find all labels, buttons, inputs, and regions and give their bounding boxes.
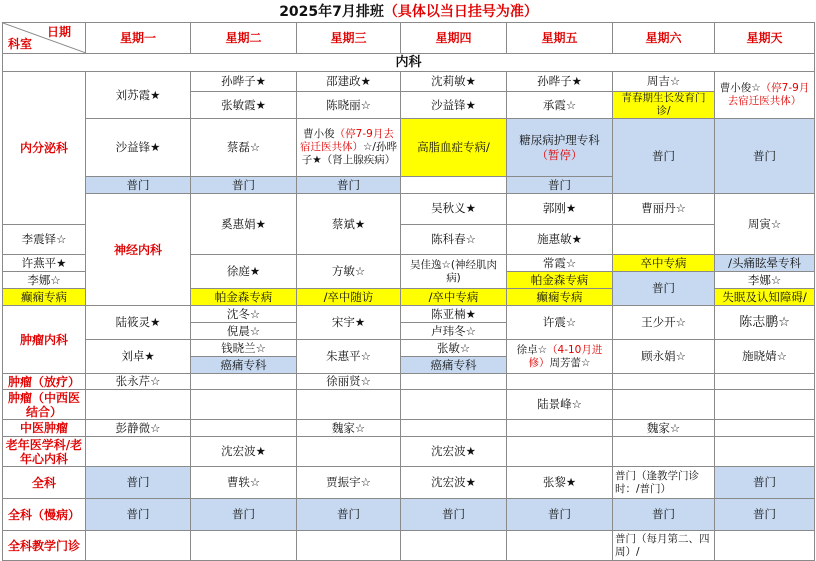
schedule-cell: /卒中随访: [297, 289, 401, 306]
schedule-cell: 帕金森专病: [191, 289, 297, 306]
schedule-cell: [401, 420, 507, 437]
corner-dept-label: 科室: [8, 37, 33, 51]
schedule-cell: 施惠敏★: [507, 224, 613, 255]
schedule-cell: 张黎★: [507, 467, 613, 499]
schedule-cell: 常霞☆: [507, 255, 613, 272]
dept-label: 内分泌科: [3, 72, 86, 225]
schedule-cell: [86, 531, 191, 561]
schedule-cell: 朱惠平☆: [297, 340, 401, 374]
schedule-cell: [507, 531, 613, 561]
schedule-cell: 陈科春☆: [401, 224, 507, 255]
header-day: 星期天: [715, 23, 815, 54]
schedule-cell: 普门: [715, 467, 815, 499]
doctor-name: 曹小俊: [303, 128, 335, 140]
doctor-name: 徐卓☆: [516, 343, 548, 356]
schedule-cell: 普门: [715, 119, 815, 194]
schedule-cell: [401, 374, 507, 390]
schedule-cell: 邵建政★: [297, 72, 401, 92]
schedule-cell: 普门: [613, 272, 715, 306]
schedule-cell: 曹轶☆: [191, 467, 297, 499]
schedule-cell: /卒中专病: [401, 289, 507, 306]
schedule-cell: 周寅☆: [715, 194, 815, 255]
schedule-cell: 陆景峰☆: [507, 390, 613, 420]
schedule-cell: 失眠及认知障碍/: [715, 289, 815, 306]
schedule-cell: 徐庭★: [191, 255, 297, 289]
dept-label: 老年医学科/老年心内科: [3, 437, 86, 467]
doctor-name: 曹小俊☆: [719, 82, 761, 94]
schedule-cell: 癌痛专科: [191, 357, 297, 374]
schedule-cell: 周吉☆: [613, 72, 715, 92]
doctor-name: 周芳蕾☆: [549, 356, 591, 369]
schedule-cell: 魏家☆: [613, 420, 715, 437]
schedule-cell: 张敏霞★: [191, 92, 297, 119]
schedule-cell: [507, 420, 613, 437]
schedule-cell: [86, 437, 191, 467]
schedule-cell: 李娜☆: [3, 272, 86, 289]
schedule-cell: 许燕平★: [3, 255, 86, 272]
schedule-cell: 青春期生长发育门诊/: [613, 92, 715, 119]
dept-label: 肿瘤内科: [3, 306, 86, 374]
schedule-cell: 许震☆: [507, 306, 613, 340]
title-main: 2025年7月排班: [279, 4, 384, 20]
schedule-cell: /头痛眩晕专科: [715, 255, 815, 272]
note-text: （暂停）: [536, 147, 583, 162]
schedule-cell: 卒中专病: [613, 255, 715, 272]
schedule-cell: 承霞☆: [507, 92, 613, 119]
schedule-cell: [715, 72, 815, 119]
schedule-cell: 沈宏波★: [401, 437, 507, 467]
schedule-table: [2, 3, 815, 561]
schedule-cell: 普门（逢教学门诊时：/普门）: [613, 467, 715, 499]
schedule-cell: [507, 340, 613, 374]
schedule-cell: [297, 437, 401, 467]
schedule-cell: 沈莉敏★: [401, 72, 507, 92]
schedule-cell: 蔡斌★: [297, 194, 401, 255]
corner-cell: [3, 23, 86, 54]
schedule-cell: [86, 390, 191, 420]
schedule-cell: 癫痫专病: [507, 289, 613, 306]
schedule-cell: 曹丽丹☆: [613, 194, 715, 225]
schedule-cell: 普门: [507, 177, 613, 194]
schedule-cell: 普门: [401, 499, 507, 531]
schedule-cell: 郭刚★: [507, 194, 613, 225]
schedule-cell: 钱晓兰☆: [191, 340, 297, 357]
schedule-cell: [297, 531, 401, 561]
schedule-cell: 卢玮冬☆: [401, 323, 507, 340]
schedule-cell: 张敏☆: [401, 340, 507, 357]
schedule-cell: [715, 374, 815, 390]
schedule-cell: 沈宏波★: [191, 437, 297, 467]
page-title: [3, 3, 815, 23]
schedule-cell: 吴佳逸☆(神经肌肉病): [401, 255, 507, 289]
note-text: （停7-9月去宿迁医共体）: [300, 128, 394, 153]
schedule-cell: 魏家☆: [297, 420, 401, 437]
schedule-cell: 陆筱灵★: [86, 306, 191, 340]
schedule-cell: 普门: [613, 119, 715, 194]
schedule-cell: 普门: [86, 499, 191, 531]
schedule-cell: 蔡磊☆: [191, 119, 297, 177]
schedule-cell: 普门（每月第二、四周）/: [613, 531, 715, 561]
clinic-name: 糖尿病护理专科: [519, 132, 600, 147]
schedule-cell: 普门: [297, 499, 401, 531]
schedule-cell: 刘卓★: [86, 340, 191, 374]
schedule-cell: [507, 119, 613, 177]
schedule-cell: 王少开☆: [613, 306, 715, 340]
schedule-cell: [507, 374, 613, 390]
header-day: 星期五: [507, 23, 613, 54]
schedule-cell: 贾振宇☆: [297, 467, 401, 499]
header-day: 星期二: [191, 23, 297, 54]
schedule-cell: 彭静微☆: [86, 420, 191, 437]
schedule-cell: [715, 420, 815, 437]
schedule-cell: 刘苏霞★: [86, 72, 191, 119]
schedule-cell: 吴秋义★: [401, 194, 507, 225]
schedule-cell: 帕金森专病: [507, 272, 613, 289]
schedule-cell: [297, 390, 401, 420]
schedule-cell: [715, 531, 815, 561]
schedule-cell: [191, 420, 297, 437]
header-row: [3, 23, 815, 54]
schedule-cell: [401, 390, 507, 420]
header-day: 星期六: [613, 23, 715, 54]
schedule-cell: 宋宇★: [297, 306, 401, 340]
header-day: 星期一: [86, 23, 191, 54]
dept-label: 中医肿瘤: [3, 420, 86, 437]
schedule-cell: [191, 390, 297, 420]
schedule-cell: 陈晓丽☆: [297, 92, 401, 119]
header-day: 星期三: [297, 23, 401, 54]
dept-label: 全科教学门诊: [3, 531, 86, 561]
schedule-cell: 普门: [507, 499, 613, 531]
schedule-cell: 孙晔子★: [507, 72, 613, 92]
header-day: 星期四: [401, 23, 507, 54]
schedule-cell: 普门: [191, 177, 297, 194]
schedule-cell: 奚惠娟★: [191, 194, 297, 255]
schedule-cell: 施晓婧☆: [715, 340, 815, 374]
schedule-cell: 张永芹☆: [86, 374, 191, 390]
dept-label: 肿瘤（放疗）: [3, 374, 86, 390]
doctor-name: ☆/孙晔子★（肾上腺疾病）: [301, 141, 397, 166]
schedule-cell: 沈冬☆: [191, 306, 297, 323]
schedule-cell: [191, 374, 297, 390]
schedule-cell: 普门: [613, 499, 715, 531]
schedule-cell: 孙晔子★: [191, 72, 297, 92]
schedule-cell: 普门: [191, 499, 297, 531]
dept-label: 全科: [3, 467, 86, 499]
schedule-cell: [507, 437, 613, 467]
schedule-cell: 癌痛专科: [401, 357, 507, 374]
dept-label: 肿瘤（中西医结合）: [3, 390, 86, 420]
schedule-cell: 普门: [297, 177, 401, 194]
schedule-cell: [401, 177, 507, 194]
schedule-cell: 李震铎☆: [3, 224, 86, 255]
section-title: 内科: [3, 54, 815, 72]
schedule-cell: 方敏☆: [297, 255, 401, 289]
schedule-cell: 徐丽贤☆: [297, 374, 401, 390]
note-text: （4-10月进修）: [528, 343, 603, 369]
dept-label: 神经内科: [86, 194, 191, 306]
schedule-cell: 癫痫专病: [3, 289, 86, 306]
schedule-cell: 倪晨☆: [191, 323, 297, 340]
schedule-cell: 顾永娟☆: [613, 340, 715, 374]
schedule-cell: [715, 437, 815, 467]
schedule-cell: 普门: [715, 499, 815, 531]
schedule-cell: [613, 437, 715, 467]
schedule-cell: 陈亚楠★: [401, 306, 507, 323]
schedule-cell: [401, 531, 507, 561]
title-note: （具体以当日挂号为准）: [383, 4, 538, 20]
schedule-cell: [715, 390, 815, 420]
schedule-cell: 普门: [86, 467, 191, 499]
schedule-cell: [613, 374, 715, 390]
schedule-cell: 沙益锋★: [86, 119, 191, 177]
dept-label: 全科（慢病）: [3, 499, 86, 531]
schedule-cell: 普门: [86, 177, 191, 194]
schedule-cell: 李娜☆: [715, 272, 815, 289]
schedule-cell: [613, 390, 715, 420]
schedule-cell: [191, 531, 297, 561]
schedule-cell: 高脂血症专病/: [401, 119, 507, 177]
schedule-cell: [297, 119, 401, 177]
corner-date-label: 日期: [46, 25, 71, 39]
schedule-cell: 陈志鹏☆: [715, 306, 815, 340]
note-text: （停7-9月去宿迁医共体）: [727, 82, 810, 107]
schedule-cell: 沙益锋★: [401, 92, 507, 119]
schedule-cell: 沈宏波★: [401, 467, 507, 499]
